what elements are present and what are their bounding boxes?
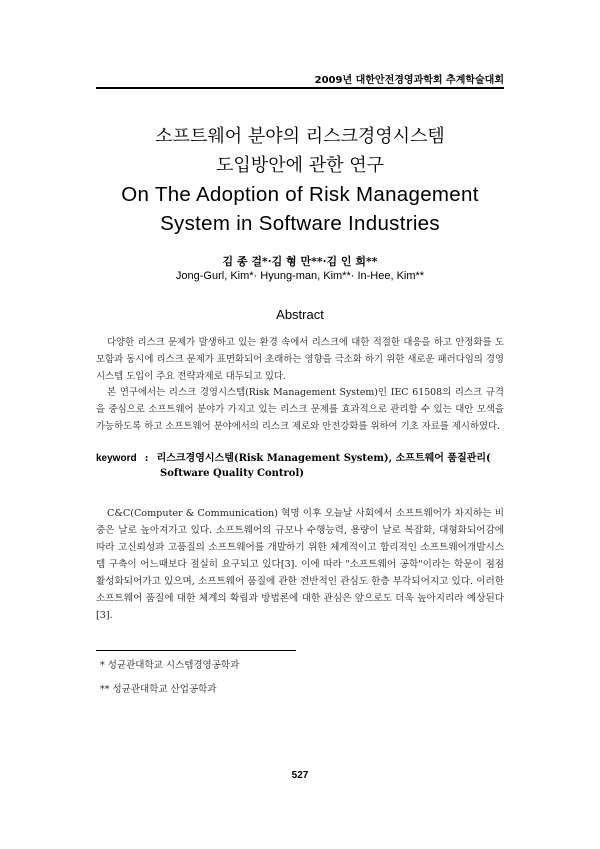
keyword-label: keyword xyxy=(96,453,137,464)
authors-english: Jong-Gurl, Kim*· Hyung-man, Kim**· In-Hee, Kim** xyxy=(175,270,425,282)
keywords xyxy=(96,451,510,481)
footnote-rule xyxy=(96,650,296,651)
page-number: 527 xyxy=(291,770,309,781)
abstract-heading: Abstract xyxy=(276,307,324,322)
abstract-body xyxy=(96,335,504,436)
title-english-line1: On The Adoption of Risk Management xyxy=(121,183,479,206)
keyword-line2: Software Quality Control) xyxy=(160,468,304,479)
abstract-paragraph-2: 본 연구에서는 리스크 경영시스템(Risk Management System)인 IEC 61508의 리스크 규격을 중심으로 소프트웨어 분야가 가지고 있는 리스크 문제를 효과적으로 관리할 수 있는 대안 모색을 가능하도록 하고 소프트웨어 분야에서의 리스크 제로와 안전강화를 위하여 기초 자료를 제시하였다. xyxy=(96,387,504,432)
body-paragraph-1: C&C(Computer & Communication) 혁명 이후 오늘날 사회에서 소프트웨어가 차지하는 비중은 날로 높아져가고 있다. 소프트웨어의 규모나 수행능력, 용량이 날로 복잡화, 대형화되어감에 따라 고신뢰성과 고품질의 소프트웨어를 개발하기 위한 체계적이고 합리적인 소프트웨어개발시스템 구축이 어느때보다 절실히 요구되고 있다[3]. 이에 따라 "소프트웨어 공학"이라는 학문이 점점 활성화되어가고 있으며, 소프트웨어 품질에 관한 전반적인 관심도 한층 부각되어지고 있다. 이러한 소프트웨어 품질에 대한 체계의 확립과 방법론에 대한 관심은 앞으로도 더욱 높아지리라 예상된다[3]. xyxy=(96,508,504,621)
header-rule xyxy=(96,87,504,89)
conference-header: 2009년 대한안전경영과학회 추계학술대회 xyxy=(314,75,504,86)
title-korean-line1: 소프트웨어 분야의 리스크경영시스템 xyxy=(155,126,445,147)
title-block xyxy=(96,122,504,238)
authors-korean: 김 종 걸*·김 형 만**·김 인 희** xyxy=(222,255,378,268)
footnote-1: * 성균관대학교 시스템경영공학과 xyxy=(100,660,240,671)
footnote-2: ** 성균관대학교 산업공학과 xyxy=(100,684,217,695)
title-english-line2: System in Software Industries xyxy=(160,212,440,235)
abstract-paragraph-1: 다양한 리스크 문제가 발생하고 있는 환경 속에서 리스크에 대한 적절한 대응을 하고 안정화를 도모함과 동시에 리스크 문제가 표면화되어 초래하는 영향을 극소화 하기 위한 새로운 패러다임의 경영시스템 도입이 주요 전략과제로 대두되고 있다. xyxy=(96,337,504,382)
keyword-line1: 리스크경영시스템(Risk Management System), 소프트웨어 품질관리( xyxy=(156,453,491,464)
title-korean-line2: 도입방안에 관한 연구 xyxy=(216,155,384,176)
body-text xyxy=(96,505,504,624)
keyword-colon: : xyxy=(144,453,149,464)
